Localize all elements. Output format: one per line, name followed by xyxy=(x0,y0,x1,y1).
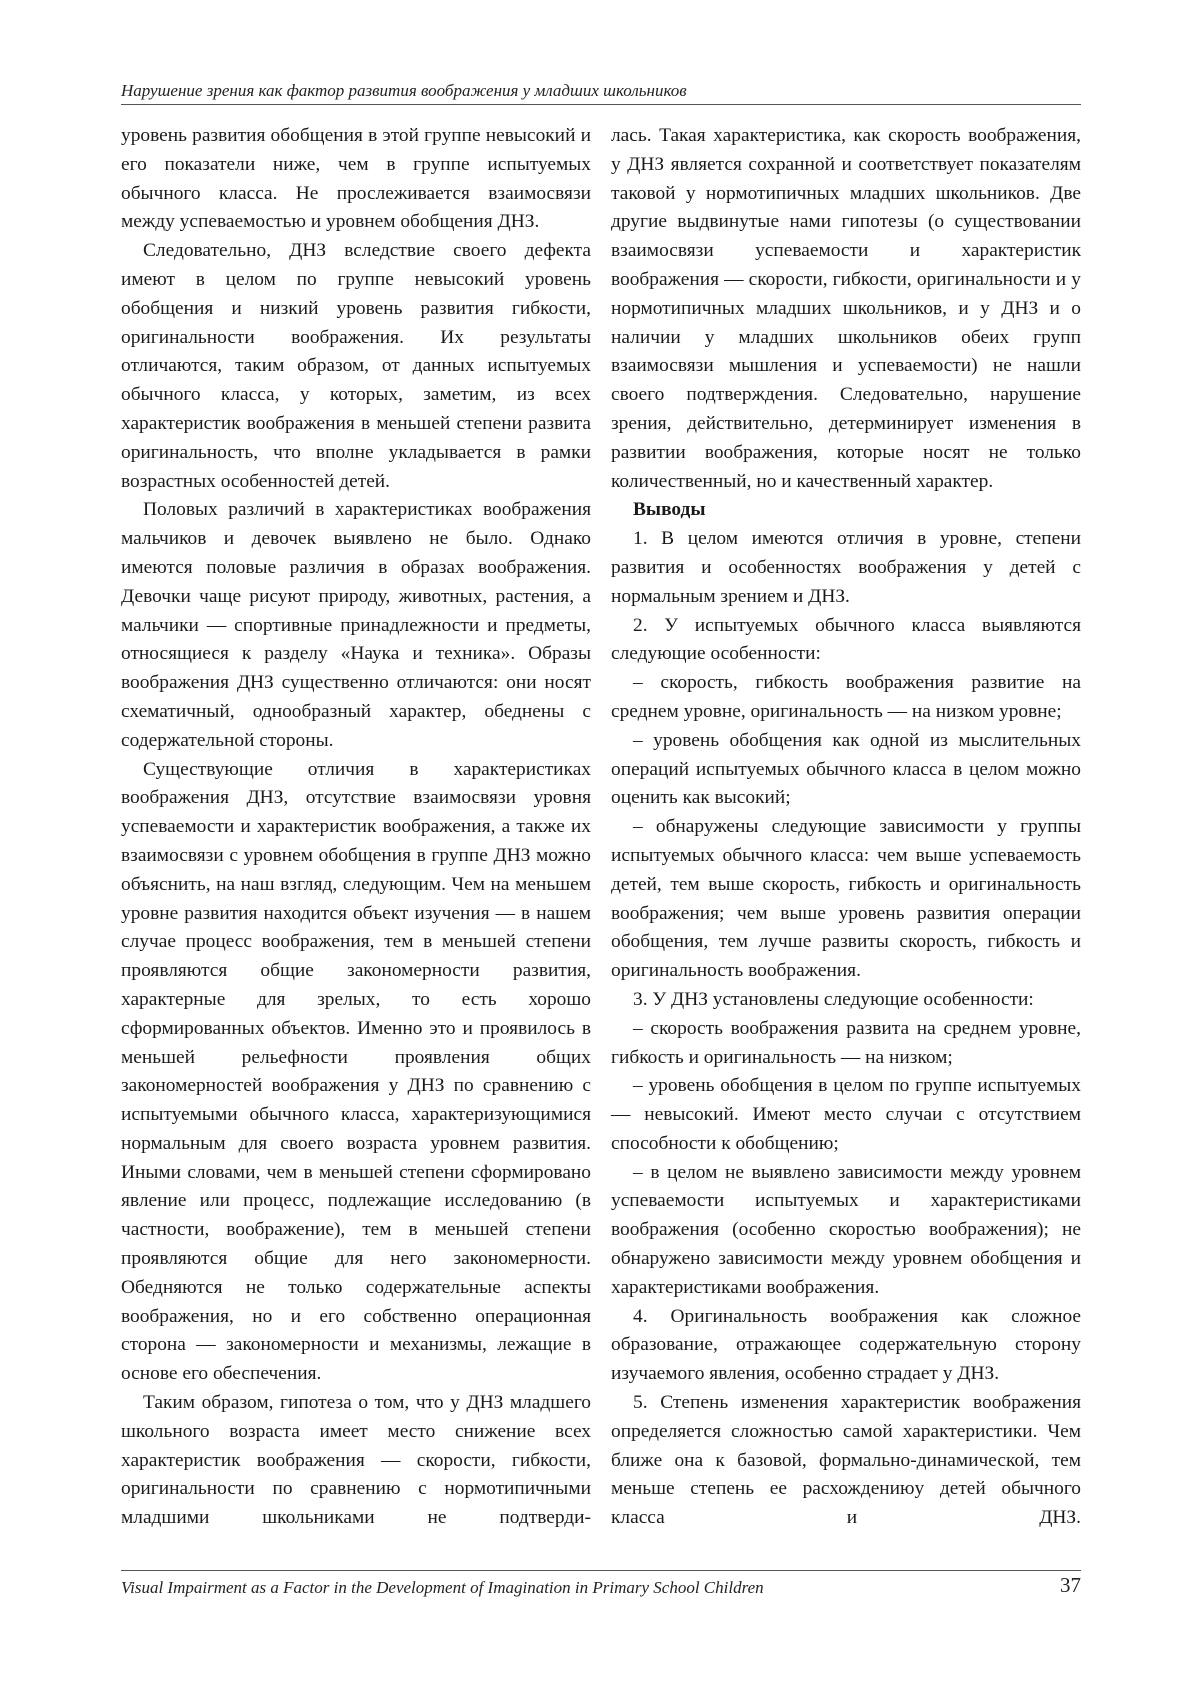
conclusion-item: 4. Оригинальность воображения как сложное образование, отражающее содержательную сторону изучаемого явления, особенно страдает у ДНЗ. xyxy=(611,1305,1081,1385)
conclusion-item: 2. У испытуемых обычного класса выявляются следующие особенности: xyxy=(611,614,1081,665)
paragraph: Следовательно, ДНЗ вследствие своего дефекта имеют в целом по группе невысокий уровень обобщения и низкий уровень развития гибкости, оригинальности воображения. Их результаты отличаются, таким образом, от данных испытуемых обычного класса, у которых, заметим, из всех характеристик воображения в меньшей степени развита оригинальность, что вполне укладывается в рамки возрастных особенностей детей. xyxy=(121,240,591,492)
paragraph: Половых различий в характеристиках воображения мальчиков и девочек выявлено не было. Однако имеются половые различия в образах воображения. Девочки чаще рисуют природу, животных, растения, а мальчики — спортивные принадлежности и предметы, относящиеся к разделу «Наука и техника». Образы воображения ДНЗ существенно отличаются: они носят схематичный, однообразный характер, обеднены с содержательной стороны. xyxy=(121,499,591,751)
paragraph: Таким образом, гипотеза о том, что у ДНЗ младшего школьного возраста имеет место снижение всех характеристик воображения — скорости, гибкости, оригинальности по сравнению с нормотипичными младшими школьниками не подтверди- xyxy=(121,1392,591,1529)
paragraph: лась. Такая характеристика, как скорость воображения, у ДНЗ является сохранной и соответствует показателям таковой у нормотипичных младших школьников. Две другие выдвинутые нами гипотезы (о существовании взаимосвязи успеваемости и характеристик воображения — скорости, гибкости, оригинальности и у нормотипичных младших школьников, и у ДНЗ и о наличии у младших школьников обеих групп взаимосвязи мышления и успеваемости) не нашли своего подтверждения. Следовательно, нарушение зрения, действительно, детерминирует изменения в развитии воображения, которые носят не только количественный, но и качественный характер. xyxy=(611,125,1081,492)
conclusion-item: 1. В целом имеются отличия в уровне, степени развития и особенностях воображения у детей с нормальным зрением и ДНЗ. xyxy=(611,528,1081,607)
left-column xyxy=(121,122,591,1560)
running-footer: Visual Impairment as a Factor in the Development of Imagination in Primary School Children xyxy=(121,1578,764,1597)
conclusion-item: – скорость воображения развита на среднем уровне, гибкость и оригинальность — на низком; xyxy=(611,1017,1081,1068)
right-column xyxy=(611,122,1081,1560)
conclusion-item: – уровень обобщения как одной из мыслительных операций испытуемых обычного класса в целом можно оценить как высокий; xyxy=(611,729,1081,809)
paragraph: уровень развития обобщения в этой группе невысокий и его показатели ниже, чем в группе испытуемых обычного класса. Не прослеживается взаимосвязи между успеваемостью и уровнем обобщения ДНЗ. xyxy=(121,125,591,233)
conclusion-item: – скорость, гибкость воображения развитие на среднем уровне, оригинальность — на низком уровне; xyxy=(611,672,1081,722)
conclusion-item: – уровень обобщения в целом по группе испытуемых — невысокий. Имеют место случаи с отсутствием способности к обобщению; xyxy=(611,1075,1081,1154)
conclusion-item: 3. У ДНЗ установлены следующие особенности: xyxy=(633,988,1034,1010)
body-columns xyxy=(121,122,1081,1560)
conclusion-item: – обнаружены следующие зависимости у группы испытуемых обычного класса: чем выше успеваемость детей, тем выше скорость, гибкость и оригинальность воображения; чем выше уровень развития операции обобщения, тем лучше развиты скорость, гибкость и оригинальность воображения. xyxy=(611,816,1081,982)
conclusion-item: 5. Степень изменения характеристик воображения определяется сложностью самой характеристики. Чем ближе она к базовой, формально-динамической, тем меньше степень ее расхождениюу детей обычного класса и ДНЗ. xyxy=(611,1392,1081,1529)
header-divider xyxy=(121,104,1081,105)
running-header: Нарушение зрения как фактор развития воображения у младших школьников xyxy=(121,81,687,100)
footer-divider xyxy=(121,1570,1081,1571)
conclusions-heading: Выводы xyxy=(633,499,706,521)
conclusion-item: – в целом не выявлено зависимости между уровнем успеваемости испытуемых и характеристиками воображения (особенно скоростью воображения); не обнаружено зависимости между уровнем обобщения и характеристиками воображения. xyxy=(611,1161,1081,1298)
paragraph: Существующие отличия в характеристиках воображения ДНЗ, отсутствие взаимосвязи уровня успеваемости и характеристик воображения, а также их взаимосвязи с уровнем обобщения в группе ДНЗ можно объяснить, на наш взгляд, следующим. Чем на меньшем уровне развития находится объект изучения — в нашем случае процесс воображения, тем в меньшей степени проявляются общие закономерности развития, характерные для зрелых, то есть хорошо сформированных объектов. Именно это и проявилось в меньшей рельефности проявления общих закономерностей воображения у ДНЗ по сравнению с испытуемыми обычного класса, характеризующимися нормальным для своего возраста уровнем развития. Иными словами, чем в меньшей степени сформировано явление или процесс, подлежащие исследованию (в частности, воображение), тем в меньшей степени проявляются общие для него закономерности. Обедняются не только содержательные аспекты воображения, но и его собственно операционная сторона — закономерности и механизмы, лежащие в основе его обеспечения. xyxy=(121,758,591,1385)
page-number: 37 xyxy=(1060,1573,1081,1597)
